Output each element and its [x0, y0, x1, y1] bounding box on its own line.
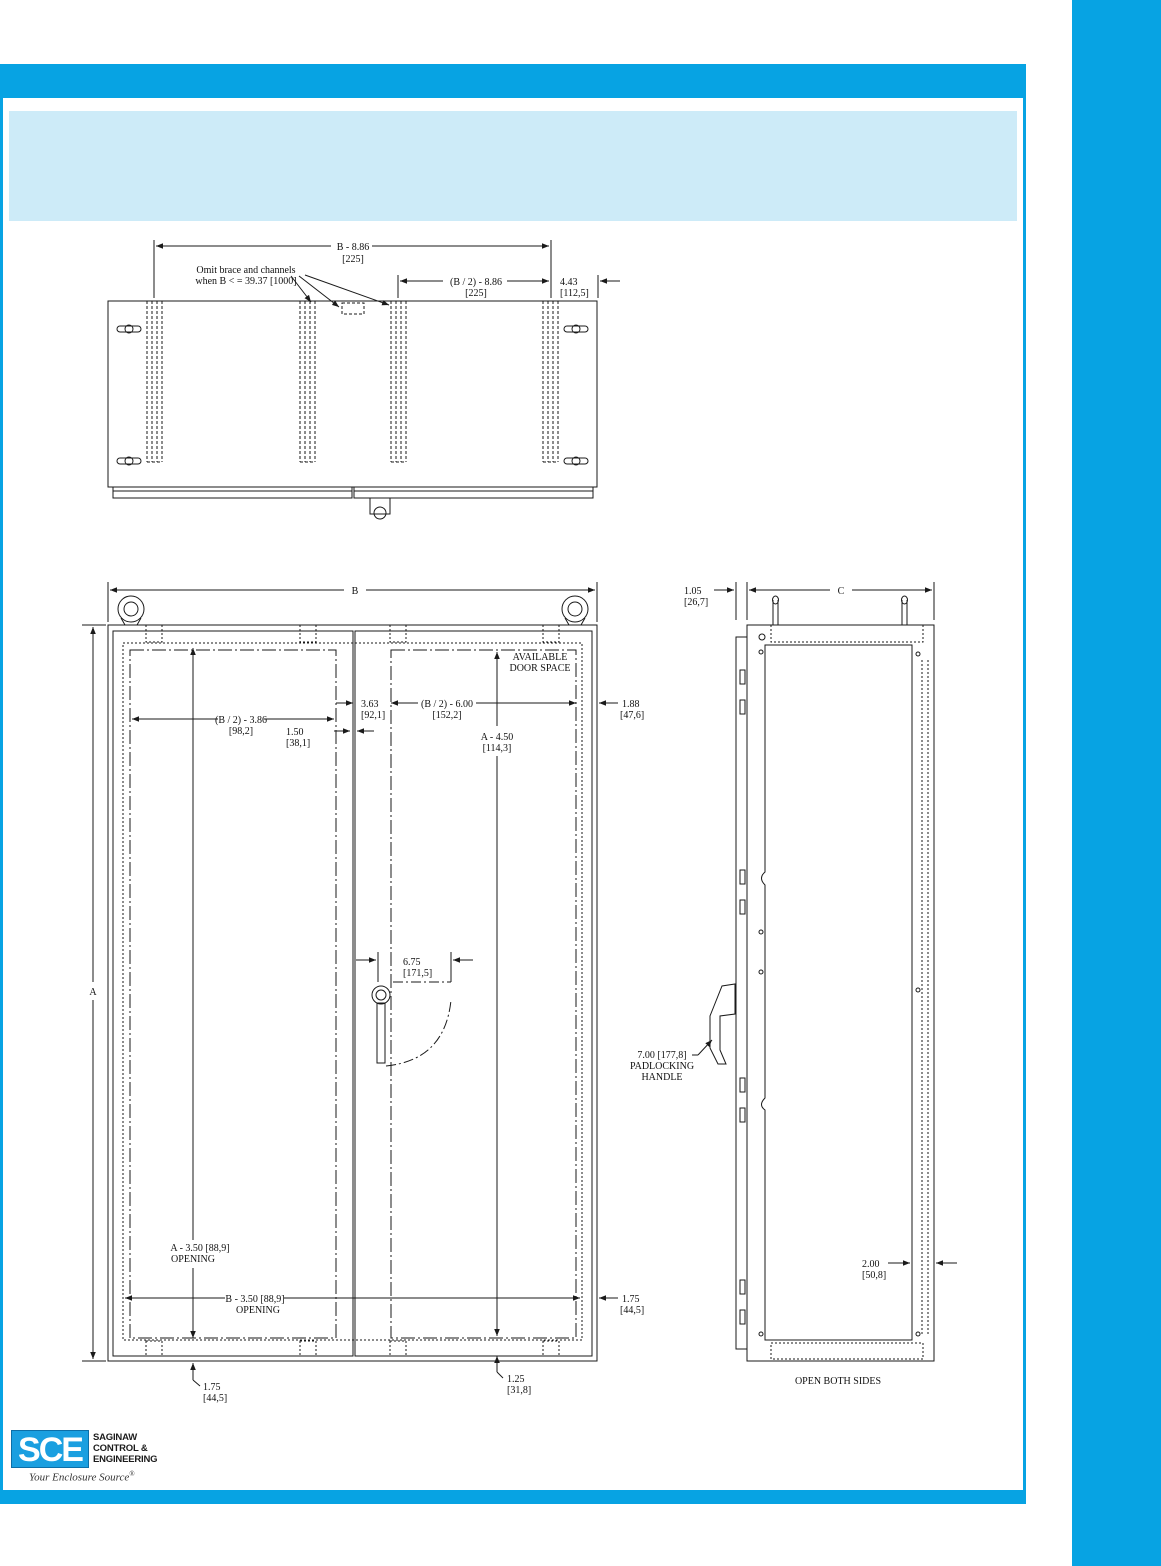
dim-150: 1.50: [286, 727, 304, 738]
logo-line-3: ENGINEERING: [93, 1454, 158, 1465]
logo-registered-mark: ®: [129, 1470, 135, 1478]
dim-150-mm: [38,1]: [286, 738, 311, 749]
dim-675: 6.75: [403, 957, 421, 968]
logo-line-2: CONTROL &: [93, 1443, 148, 1454]
top-view: [108, 240, 620, 519]
handle-label: HANDLE: [641, 1072, 683, 1083]
front-dim-b: B: [351, 586, 359, 597]
dim-a450-mm: [114,3]: [482, 743, 512, 754]
available-line-2: DOOR SPACE: [509, 663, 571, 674]
dim-175-right: 1.75: [622, 1294, 640, 1305]
dim-105: 1.05: [684, 586, 702, 597]
front-view-labels: [89, 586, 644, 1404]
top-note-1: Omit brace and channels: [196, 265, 296, 276]
dim-188-mm: [47,6]: [620, 710, 645, 721]
dim-b350: B - 3.50 [88,9]: [225, 1294, 285, 1305]
dim-105-mm: [26,7]: [684, 597, 709, 608]
dim-b2-600-mm: [152,2]: [432, 710, 462, 721]
top-dim-edge: 4.43: [560, 277, 578, 288]
side-view: [692, 582, 957, 1361]
dim-175-bottom: 1.75: [203, 1382, 221, 1393]
handle-dim: 7.00 [177,8]: [637, 1050, 687, 1061]
top-view-labels: [195, 242, 588, 299]
front-dim-a: A: [89, 987, 97, 998]
dim-125: 1.25: [507, 1374, 525, 1385]
dim-125-mm: [31,8]: [507, 1385, 532, 1396]
dim-675-mm: [171,5]: [403, 968, 433, 979]
dim-b2-600: (B / 2) - 6.00: [421, 699, 473, 710]
front-view: [82, 582, 618, 1386]
dim-b2-386-mm: [98,2]: [228, 726, 254, 737]
top-note-2: when B < = 39.37 [1000]: [195, 276, 297, 287]
side-caption: OPEN BOTH SIDES: [794, 1376, 882, 1387]
logo-company-name: [93, 1432, 165, 1465]
dim-a350: A - 3.50 [88,9]: [170, 1243, 230, 1254]
top-dim-half: (B / 2) - 8.86: [450, 277, 502, 288]
available-line-1: AVAILABLE: [512, 652, 568, 663]
dim-b350-opening: OPENING: [236, 1305, 280, 1316]
dim-200-mm: [50,8]: [862, 1270, 887, 1281]
side-view-labels: [630, 586, 886, 1387]
dim-c: C: [837, 586, 845, 597]
dim-363-mm: [92,1]: [361, 710, 386, 721]
logo-line-1: SAGINAW: [93, 1432, 137, 1443]
top-dim-b-mm: [225]: [342, 254, 364, 265]
dim-175-bottom-mm: [44,5]: [203, 1393, 228, 1404]
dim-175-right-mm: [44,5]: [620, 1305, 645, 1316]
dim-200: 2.00: [862, 1259, 880, 1270]
logo-tagline: [29, 1470, 135, 1484]
top-dim-b: B - 8.86: [336, 242, 370, 253]
logo-tagline-text: Your Enclosure Source: [29, 1471, 130, 1484]
handle-padlocking: PADLOCKING: [629, 1061, 695, 1072]
dim-a350-opening: OPENING: [171, 1254, 215, 1265]
dim-b2-386: (B / 2) - 3.86: [215, 715, 267, 726]
company-logo: [11, 1428, 161, 1488]
logo-mark: SCE: [11, 1430, 89, 1468]
top-dim-half-mm: [225]: [465, 288, 487, 299]
top-dim-edge-mm: [112,5]: [560, 288, 589, 299]
dim-a450: A - 4.50: [480, 732, 514, 743]
dim-363: 3.63: [361, 699, 379, 710]
dim-188: 1.88: [622, 699, 640, 710]
